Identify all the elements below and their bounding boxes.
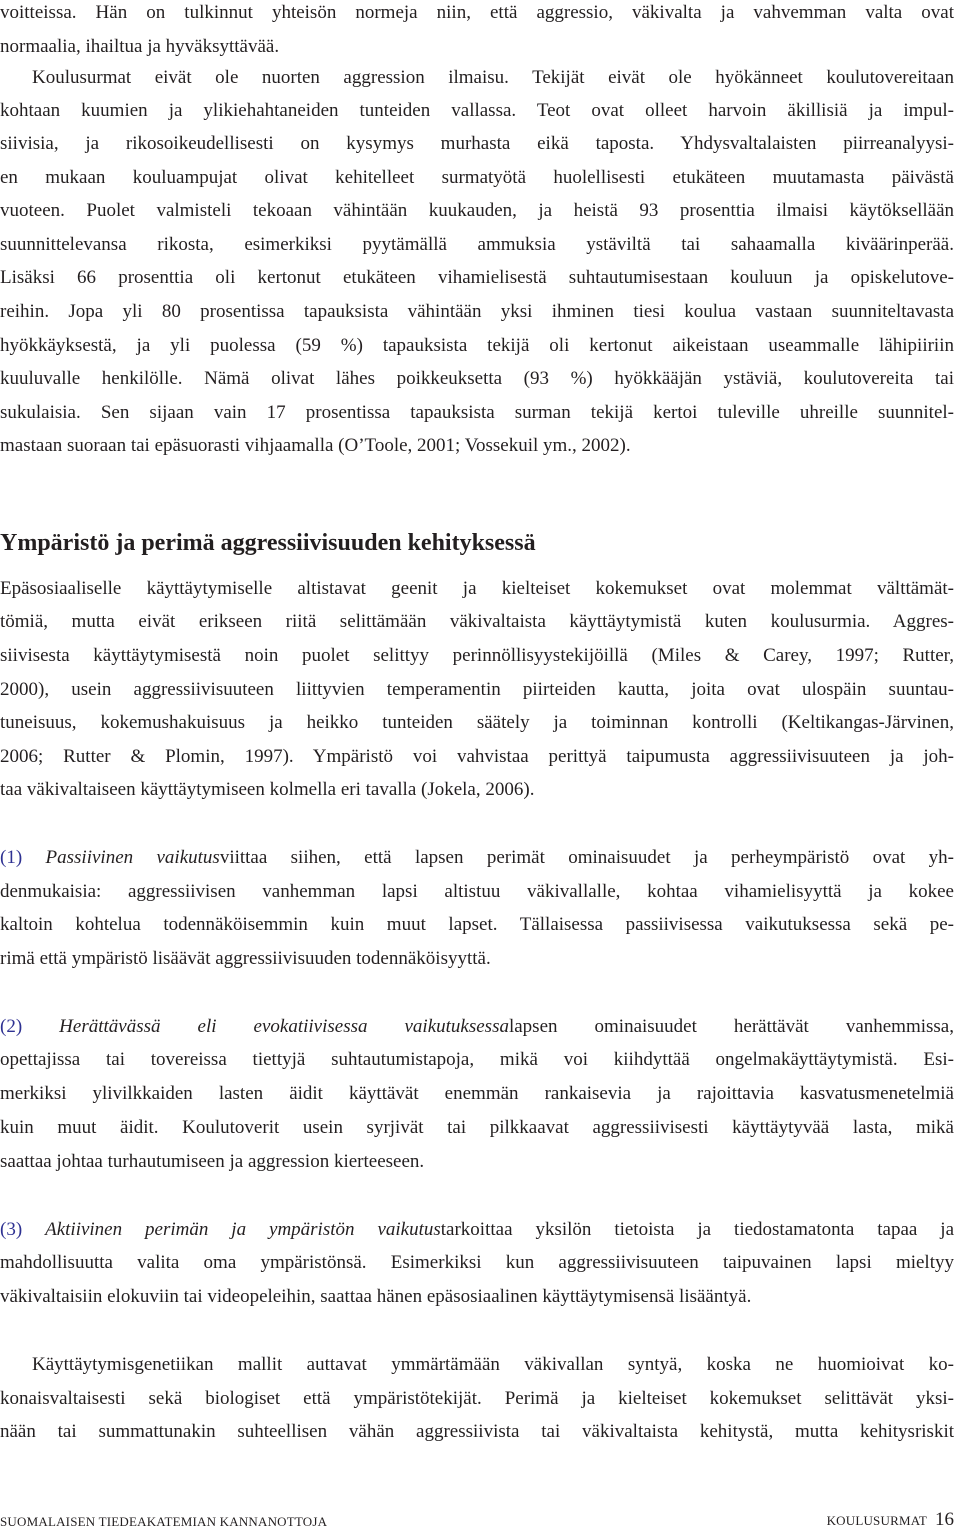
- text-line: konaisvaltaisesti sekä biologiset että ympäristötekijät. Perimä ja kielteiset kokemukset selittävät yksi-: [0, 1388, 954, 1409]
- text-line: [0, 1012, 954, 1042]
- text-line: taa väkivaltaiseen käyttäytymiseen kolmella eri tavalla (Jokela, 2006).: [0, 779, 535, 800]
- text-line: Epäsosiaaliselle käyttäytymiselle altistavat geenit ja kielteiset kokemukset ovat molemmat välttämät-: [0, 578, 954, 599]
- text-line: siivisesta käyttäytymisestä noin puolet selittyy perinnöllisyystekijöillä (Miles & Carey, 1997; Rutter,: [0, 645, 954, 666]
- text-line: Lisäksi 66 prosenttia oli kertonut etukäteen vihamielisestä suhtautumisestaan kouluun ja opiskelutove-: [0, 267, 954, 288]
- list-text: viittaa siihen, että lapsen perimät ominaisuudet ja perheympäristö ovat yh-: [219, 847, 955, 868]
- text-line: voitteissa. Hän on tulkinnut yhteisön normeja niin, että aggressio, väkivalta ja vahvemman valta ovat: [0, 2, 954, 23]
- text-line: 2006; Rutter & Plomin, 1997). Ympäristö voi vahvistaa perittyä taipumusta aggressiivisuuteen ja joh-: [0, 746, 954, 767]
- text-line: en mukaan kouluampujat olivat kehitelleet surmatyötä huolellisesti etukäteen muutamasta päivästä: [0, 167, 954, 188]
- text-line: opettajissa tai tovereissa tiettyjä suhtautumistapoja, mikä voi kiihdyttää ongelmakäyttäytymistä. Esi-: [0, 1049, 954, 1070]
- text-line: sukulaisia. Sen sijaan vain 17 prosentissa tapauksista surman tekijä kertoi tuleville uhreille suunnitel-: [0, 402, 954, 423]
- text-line: reihin. Jopa yli 80 prosentissa tapauksista vähintään yksi ihminen tiesi koulua vastaan suunniteltavasta: [0, 301, 954, 322]
- text-line: siivisia, ja rikosoikeudellisesti on kysymys murhasta eikä taposta. Yhdysvaltalaisten piirreanalyysi-: [0, 133, 954, 154]
- footer-section-label: KOULUSURMAT: [826, 1513, 927, 1528]
- section-heading: Ympäristö ja perimä aggressiivisuuden kehityksessä: [0, 530, 536, 556]
- text-line: 2000), usein aggressiivisuuteen liittyvien temperamentin piirteiden kautta, joita ovat ulospäin suuntau-: [0, 679, 954, 700]
- list-term: Passiivinen vaikutus: [45, 847, 220, 868]
- footer-publication: SUOMALAISEN TIEDEAKATEMIAN KANNANOTTOJA: [0, 1514, 328, 1529]
- text-line: kuin muut äidit. Koulutoverit usein syrjivät tai pilkkaavat aggressiivisesti käyttäytyvää lasta, mikä: [0, 1117, 954, 1138]
- text-line: [0, 843, 954, 873]
- text-line: nään tai summattunakin suhteellisen vähän aggressiivista tai väkivaltaista kehitystä, mutta kehitysriskit: [0, 1421, 954, 1442]
- text-line: kuuluvalle henkilölle. Nämä olivat lähes poikkeuksetta (93 %) hyökkääjän ystäviä, koulutovereita tai: [0, 368, 954, 389]
- text-line: tömiä, mutta eivät erikseen riitä selittämään väkivaltaista käyttäytymistä kuten koulusurmia. Aggres-: [0, 611, 954, 632]
- text-line: saattaa johtaa turhautumiseen ja aggression kierteeseen.: [0, 1151, 425, 1172]
- list-term: Herättävässä eli evokatiivisessa vaikutuksessa: [59, 1016, 509, 1037]
- text-line: denmukaisia: aggressiivisen vanhemman lapsi altistuu väkivallalle, kohtaa vihamielisyyttä ja kokee: [0, 881, 954, 902]
- text-line: merkiksi ylivilkkaiden lasten äidit käyttävät enemmän rankaisevia ja rajoittavia kasvatusmenetelmiä: [0, 1083, 954, 1104]
- list-text: tarkoittaa yksilön tietoista ja tiedostamatonta tapaa ja: [440, 1219, 954, 1240]
- text-line: rimä että ympäristö lisäävät aggressiivisuuden todennäköisyyttä.: [0, 948, 491, 969]
- text-line: normaalia, ihailtua ja hyväksyttävää.: [0, 36, 280, 57]
- list-term: Aktiivinen perimän ja ympäristön vaikutus: [45, 1219, 441, 1240]
- text-line: tuneisuus, kokemushakuisuus ja heikko tunteiden säätely ja toiminnan kontrolli (Keltikangas-Järvinen,: [0, 712, 954, 733]
- list-number: (2): [0, 1016, 23, 1037]
- text-line: vuoteen. Puolet valmisteli tekoaan vähintään kuukauden, ja heistä 93 prosenttia ilmaisi käytöksellään: [0, 200, 954, 221]
- page-number: 16: [935, 1509, 954, 1530]
- text-line: Käyttäytymisgenetiikan mallit auttavat ymmärtämään väkivallan syntyä, koska ne huomioivat ko-: [32, 1354, 954, 1375]
- footer-page-info: [827, 1510, 954, 1531]
- text-line: mastaan suoraan tai epäsuorasti vihjaamalla (O’Toole, 2001; Vossekuil ym., 2002).: [0, 435, 631, 456]
- text-line: suunnittelevansa rikosta, esimerkiksi pyytämällä ammuksia ystäviltä tai sahaamalla kiväärinperää.: [0, 234, 954, 255]
- text-line: kaltoin kohtelua todennäköisemmin kuin muut lapset. Tällaisessa passiivisessa vaikutuksessa sekä pe-: [0, 914, 954, 935]
- text-line: mahdollisuutta valita oma ympäristönsä. Esimerkiksi kun aggressiivisuuteen taipuvainen lapsi mieltyy: [0, 1252, 954, 1273]
- text-line: kohtaan kuumien ja ylikiehahtaneiden tunteiden vallassa. Teot ovat olleet harvoin äkillisiä ja impul-: [0, 100, 954, 121]
- text-line: väkivaltaisiin elokuviin tai videopeleihin, saattaa hänen epäsosiaalinen käyttäytymisensä lisääntyä.: [0, 1286, 752, 1307]
- text-line: [0, 1215, 954, 1245]
- list-number: (1): [0, 847, 23, 868]
- list-text: lapsen ominaisuudet herättävät vanhemmissa,: [508, 1016, 954, 1037]
- list-number: (3): [0, 1219, 23, 1240]
- text-line: hyökkäyksestä, ja yli puolessa (59 %) tapauksista tekijä oli kertonut aikeistaan useammalle lähipiiriin: [0, 335, 954, 356]
- text-line: Koulusurmat eivät ole nuorten aggression ilmaisu. Tekijät eivät ole hyökänneet koulutovereitaan: [32, 67, 954, 88]
